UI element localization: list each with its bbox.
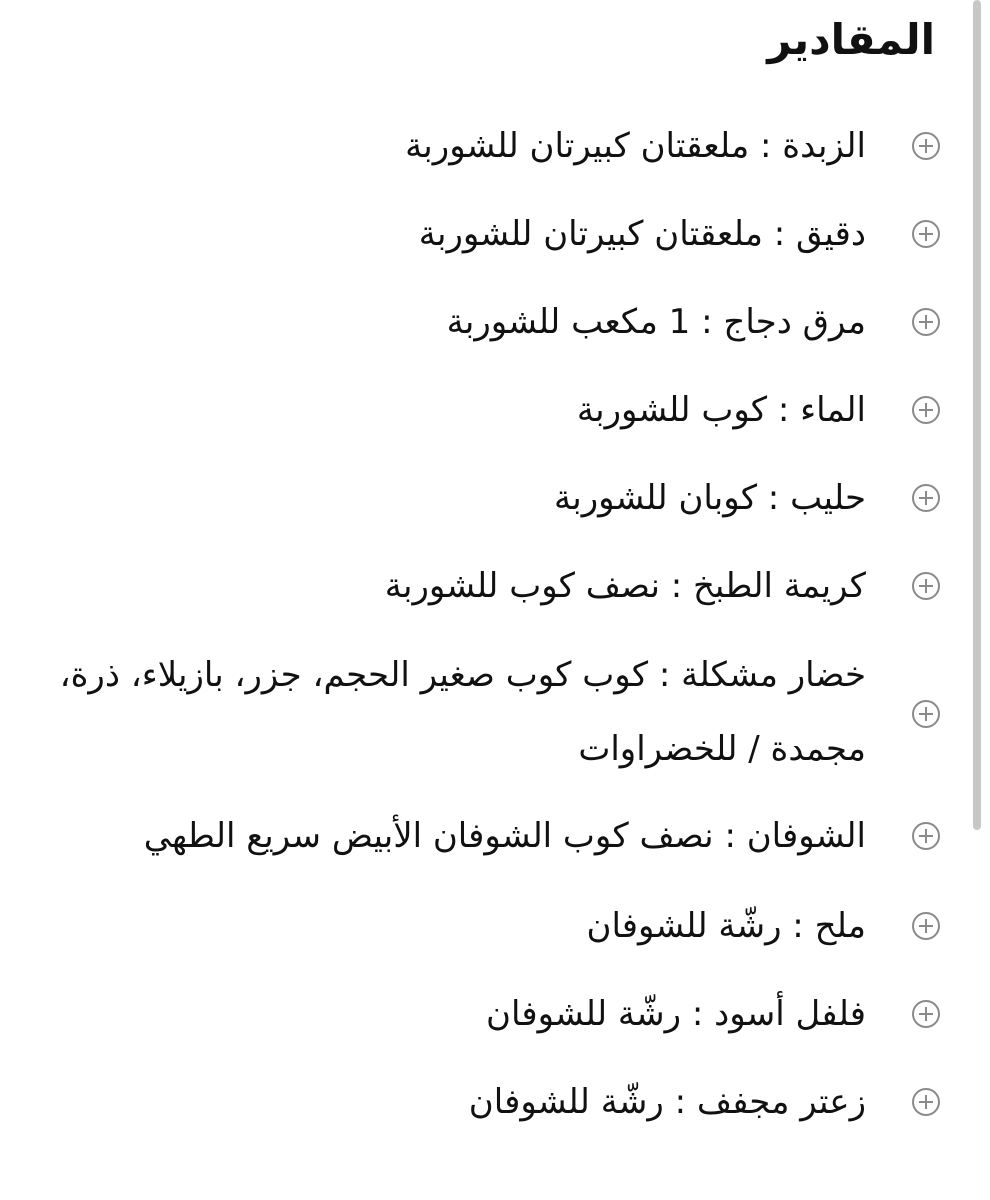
ingredient-text: الزبدة : ملعقتان كبيرتان للشوربة bbox=[405, 126, 866, 166]
scrollbar-thumb[interactable] bbox=[973, 0, 981, 830]
plus-circle-icon[interactable] bbox=[912, 822, 940, 850]
ingredients-title: المقادير bbox=[767, 15, 935, 64]
plus-circle-icon[interactable] bbox=[912, 484, 940, 512]
ingredient-text: خضار مشكلة : كوب كوب صغير الحجم، جزر، بازيلاء، ذرة، مجمدة / للخضراوات bbox=[59, 655, 866, 769]
plus-circle-icon[interactable] bbox=[912, 1000, 940, 1028]
plus-circle-icon[interactable] bbox=[912, 912, 940, 940]
ingredient-text: ملح : رشّة للشوفان bbox=[586, 906, 866, 946]
plus-circle-icon[interactable] bbox=[912, 396, 940, 424]
plus-circle-icon[interactable] bbox=[912, 308, 940, 336]
ingredient-text: زعتر مجفف : رشّة للشوفان bbox=[468, 1082, 866, 1122]
ingredient-text: الماء : كوب للشوربة bbox=[576, 390, 866, 430]
plus-circle-icon[interactable] bbox=[912, 700, 940, 728]
ingredient-text: مرق دجاج : 1 مكعب للشوربة bbox=[446, 302, 866, 342]
ingredients-list bbox=[20, 0, 990, 1200]
ingredient-text: كريمة الطبخ : نصف كوب للشوربة bbox=[384, 566, 866, 606]
ingredient-text: دقيق : ملعقتان كبيرتان للشوربة bbox=[418, 214, 866, 254]
plus-circle-icon[interactable] bbox=[912, 132, 940, 160]
plus-circle-icon[interactable] bbox=[912, 1088, 940, 1116]
plus-circle-icon[interactable] bbox=[912, 220, 940, 248]
ingredient-text: الشوفان : نصف كوب الشوفان الأبيض سريع الطهي bbox=[143, 816, 866, 856]
plus-circle-icon[interactable] bbox=[912, 572, 940, 600]
ingredient-text: حليب : كوبان للشوربة bbox=[554, 478, 866, 518]
ingredient-text: فلفل أسود : رشّة للشوفان bbox=[485, 994, 866, 1034]
